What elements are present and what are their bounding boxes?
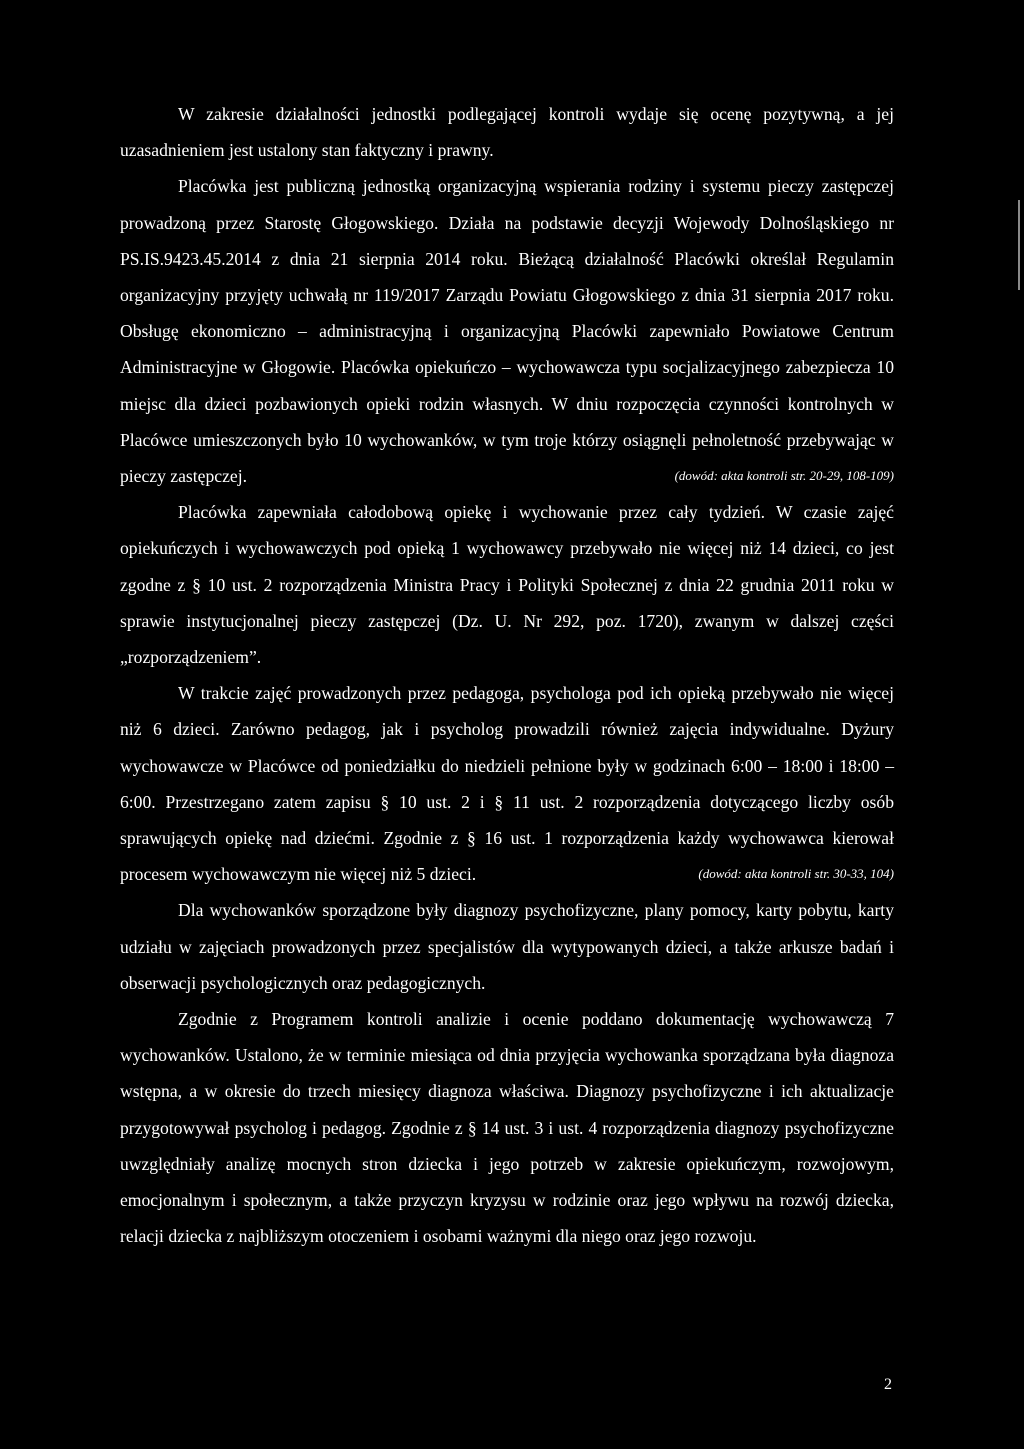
paragraph-facility-info xyxy=(120,168,894,494)
paragraph-text: Placówka zapewniała całodobową opiekę i wychowanie przez cały tydzień. W czasie zajęć opiekuńczych i wychowawczych pod opieką 1 wychowawcy przebywało nie więcej niż 14 dzieci, co jest zgodne z § 10 ust. 2 rozporządzenia Ministra Pracy i Polityki Społecznej z dnia 22 grudnia 2011 roku w sprawie instytucjonalnej pieczy zastępczej (Dz. U. Nr 292, poz. 1720), zwanym w dalszej części „rozporządzeniem”. xyxy=(120,502,894,668)
paragraph-diagnoses xyxy=(120,892,894,1001)
paragraph-text: Placówka jest publiczną jednostką organizacyjną wspierania rodziny i systemu pieczy zastępczej prowadzoną przez Starostę Głogowskiego. Działa na podstawie decyzji Wojewody Dolnośląskiego nr PS.IS.9423.45.2014 z dnia 21 sierpnia 2014 roku. Bieżącą działalność Placówki określał Regulamin organizacyjny przyjęty uchwałą nr 119/2017 Zarządu Powiatu Głogowskiego z dnia 31 sierpnia 2017 roku. Obsługę ekonomiczno – administracyjną i organizacyjną Placówki zapewniało Powiatowe Centrum Administracyjne w Głogowie. Placówka opiekuńczo – wychowawcza typu socjalizacyjnego zabezpiecza 10 miejsc dla dzieci pozbawionych opieki rodzin własnych. W dniu rozpoczęcia czynności kontrolnych w Placówce umieszczonych było 10 wychowanków, w tym troje którzy osiągnęli pełnoletność przebywając w pieczy zastępczej. xyxy=(120,176,894,487)
scan-edge-mark xyxy=(1018,200,1020,290)
paragraph-documentation xyxy=(120,1001,894,1254)
paragraph-assessment xyxy=(120,96,894,168)
paragraph-text: Zgodnie z Programem kontroli analizie i ocenie poddano dokumentację wychowawczą 7 wychowanków. Ustalono, że w terminie miesiąca od dnia przyjęcia wychowanka sporządzana była diagnoza wstępna, a w okresie do trzech miesięcy diagnoza właściwa. Diagnozy psychofizyczne i ich aktualizacje przygotowywał psycholog i pedagog. Zgodnie z § 14 ust. 3 i ust. 4 rozporządzenia diagnozy psychofizyczne uwzględniały analizę mocnych stron dziecka i jego potrzeb w zakresie opiekuńczym, rozwojowym, emocjonalnym i społecznym, a także przyczyn kryzysu w rodzinie oraz jego wpływu na rozwój dziecka, relacji dziecka z najbliższym otoczeniem i osobami ważnymi dla niego oraz jego rozwoju. xyxy=(120,1009,894,1247)
paragraph-text: Dla wychowanków sporządzone były diagnozy psychofizyczne, plany pomocy, karty pobytu, karty udziału w zajęciach prowadzonych przez specjalistów dla wytypowanych dzieci, a także arkusze badań i obserwacji psychologicznych oraz pedagogicznych. xyxy=(120,900,894,993)
page-number: 2 xyxy=(884,1376,892,1393)
paragraph-text: W zakresie działalności jednostki podlegającej kontroli wydaje się ocenę pozytywną, a jej uzasadnieniem jest ustalony stan faktyczny i prawny. xyxy=(120,104,894,161)
evidence-reference: (dowód: akta kontroli str. 30-33, 104) xyxy=(698,866,894,882)
evidence-reference: (dowód: akta kontroli str. 20-29, 108-109) xyxy=(674,468,894,484)
paragraph-duties xyxy=(120,675,894,892)
document-page xyxy=(120,96,894,1255)
paragraph-text: W trakcie zajęć prowadzonych przez pedagoga, psychologa pod ich opieką przebywało nie więcej niż 6 dzieci. Zarówno pedagog, jak i psycholog prowadzili również zajęcia indywidualne. Dyżury wychowawcze w Placówce od poniedziałku do niedzieli pełnione były w godzinach 6:00 – 18:00 i 18:00 – 6:00. Przestrzegano zatem zapisu § 10 ust. 2 i § 11 ust. 2 rozporządzenia dotyczącego liczby osób sprawujących opiekę nad dziećmi. Zgodnie z § 16 ust. 1 rozporządzenia każdy wychowawca kierował procesem wychowawczym nie więcej niż 5 dzieci. xyxy=(120,683,894,885)
paragraph-care xyxy=(120,494,894,675)
